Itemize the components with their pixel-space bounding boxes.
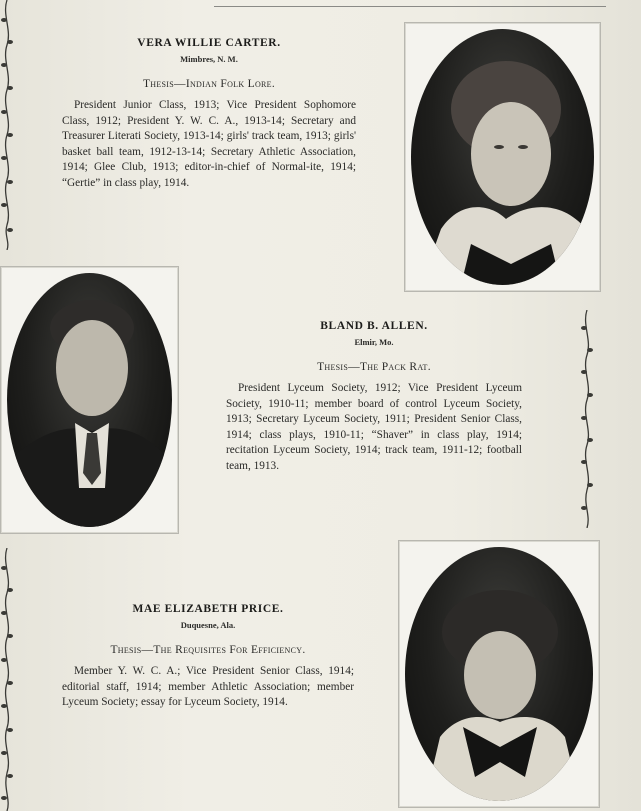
thesis-label: Thesis bbox=[110, 644, 142, 656]
thesis-label: Thesis bbox=[142, 78, 175, 90]
portrait-oval bbox=[7, 273, 172, 527]
entry-name: BLAND B. ALLEN. bbox=[320, 320, 428, 332]
thesis-title: The Requisites For Efficiency. bbox=[153, 644, 306, 656]
entry-hometown: Mimbres, N. M. bbox=[180, 54, 238, 64]
portrait-allen bbox=[0, 266, 179, 534]
entry-bio: President Lyceum Society, 1912; Vice President Lyceum Society, 1910-11; member board of control Lyceum Society, 1913; Secretary Lyceum Society, 1911; President Senior Class, 1914; class plays, 1910-11; “Shaver” in class play, 1914; recitation Lyceum Society, 1914; track team, 1911-12; football team, 1913. bbox=[226, 382, 522, 472]
entry-thesis: Thesis—The Pack Rat. bbox=[317, 361, 431, 373]
thesis-label: Thesis bbox=[317, 361, 349, 373]
entry-carter bbox=[62, 37, 356, 192]
entry-thesis: Thesis—Indian Folk Lore. bbox=[142, 78, 276, 90]
entry-price bbox=[62, 603, 354, 711]
entry-allen bbox=[226, 320, 522, 475]
portrait-oval bbox=[405, 547, 593, 801]
thesis-title: The Pack Rat. bbox=[359, 361, 431, 373]
vine-border-right-middle bbox=[580, 310, 594, 528]
portrait-oval bbox=[411, 29, 594, 285]
entry-bio: President Junior Class, 1913; Vice President Sophomore Class, 1912; President Y. W. C. A., 1913-14; Secretary and Treasurer Literati Society, 1913-14; girls' track team, 1913; girls' basket ball team, 1912-13-14; Secretary Athletic Association, 1914; Glee Club, 1913; editor-in-chief of Normal-ite, 1914; “Gertie” in class play, 1914. bbox=[62, 99, 356, 189]
entry-name: MAE ELIZABETH PRICE. bbox=[132, 603, 284, 615]
portrait-carter bbox=[404, 22, 601, 292]
top-rule bbox=[214, 6, 606, 7]
entry-name: VERA WILLIE CARTER. bbox=[137, 37, 281, 49]
entry-hometown: Elmir, Mo. bbox=[354, 337, 394, 347]
vine-border-left-top bbox=[0, 0, 14, 250]
entry-hometown: Duquesne, Ala. bbox=[180, 620, 236, 630]
thesis-title: Indian Folk Lore. bbox=[185, 78, 276, 90]
portrait-price bbox=[398, 540, 600, 808]
entry-thesis: Thesis—The Requisites For Efficiency. bbox=[110, 644, 306, 656]
vine-border-left-bottom bbox=[0, 548, 14, 811]
entry-bio: Member Y. W. C. A.; Vice President Senior Class, 1914; editorial staff, 1914; member Athletic Association; member Lyceum Society; essay for Lyceum Society, 1914. bbox=[62, 665, 354, 709]
